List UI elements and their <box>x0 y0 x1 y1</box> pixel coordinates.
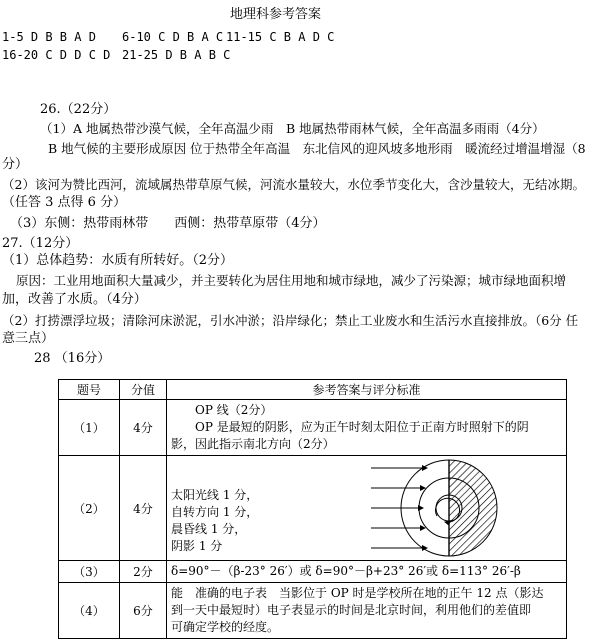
answer-line: 阴影 1 分 <box>171 539 223 553</box>
answer-line: δ=90°－（β-23° 26′）或 δ=90°－β+23° 26′或 δ=113° 26′-β <box>171 564 521 578</box>
answer-line: 可确定学校的经度。 <box>171 620 280 634</box>
q26-part1-reason-cont: 分） <box>2 157 29 172</box>
q26-part1-reason: B 地气候的主要形成原因 位于热带全年高温 东北信风的迎风坡多地形雨 暖流经过增温增湿（8 <box>48 141 586 156</box>
answer-line: OP 线（2分） <box>195 403 273 417</box>
row-answer <box>167 400 567 456</box>
answer-line: 晨昏线 1 分， <box>171 522 247 536</box>
row-answer <box>167 583 567 639</box>
q27-part2: （2）打捞漂浮垃圾；清除河床淤泥，引水冲淤；沿岸绿化；禁止工业废水和生活污水直接排放。（6分 任 <box>2 313 579 328</box>
score-table <box>58 379 567 639</box>
mc-answers-6-10: 6-10 C D B A C <box>122 30 224 44</box>
answer-line: OP 是最短的阴影，应为正午时刻太阳位于正南方时照射下的阴 <box>195 420 529 434</box>
q26-part1: （1）A 地属热带沙漠气候，全年高温少雨 B 地属热带雨林气候，全年高温多雨雨（4分） <box>40 121 545 136</box>
q26-part3: （3）东侧：热带雨林带 西侧：热带草原带（4分） <box>10 216 326 231</box>
page-title: 地理科参考答案 <box>230 7 322 22</box>
answer-line: 自转方向 1 分， <box>171 505 259 519</box>
mc-answers-21-25: 21-25 D B A B C <box>122 48 231 62</box>
mc-answers-11-15: 11-15 C B A D C <box>226 30 335 44</box>
mc-answers-16-20: 16-20 C D D C D <box>2 48 111 62</box>
score-table-header <box>59 380 567 400</box>
table-row <box>59 583 567 639</box>
row-answer <box>167 561 567 583</box>
q26-heading: 26.（22分） <box>40 102 117 117</box>
earth-illumination-diagram <box>367 456 517 560</box>
q26-part2: （2）该河为赞比西河，流域属热带草原气候，河流水量较大，水位季节变化大，含沙量较大，无结冰期。 <box>2 177 585 192</box>
row-num: （3） <box>59 561 120 583</box>
row-score: 6分 <box>120 583 167 639</box>
q27-heading: 27.（12分） <box>2 236 79 251</box>
q26-part2-note: （任答 3 点得 6 分） <box>2 195 127 210</box>
q27-part1: （1）总体趋势：水质有所转好。（2分） <box>2 253 234 268</box>
table-row <box>59 400 567 456</box>
row-score: 4分 <box>120 400 167 456</box>
answer-line: 能 准确的电子表 当影位于 OP 时是学校所在地的正午 12 点（影达 <box>171 586 544 600</box>
q28-heading: 28 （16分） <box>34 351 111 366</box>
row-score: 4分 <box>120 456 167 561</box>
mc-answers-1-5: 1-5 D B B A D <box>2 30 96 44</box>
answer-line: 影，因此指示南北方向（2分） <box>171 437 335 451</box>
answer-line: 太阳光线 1 分， <box>171 488 259 502</box>
answer-line: 到一天中最短时）电子表显示的时间是北京时间，利用他们的差值即 <box>171 603 532 617</box>
night-shadow <box>449 460 497 556</box>
header-answer: 参考答案与评分标准 <box>167 380 567 400</box>
row-num: （4） <box>59 583 120 639</box>
header-num: 题号 <box>59 380 120 400</box>
q27-part1-reason-cont: 加，改善了水质。（4分） <box>2 292 147 307</box>
q27-part1-reason: 原因：工业用地面积大量减少，并主要转化为居住用地和城市绿地，减少了污染源；城市绿地面积增 <box>16 273 567 288</box>
header-score: 分值 <box>120 380 167 400</box>
row-answer <box>167 456 567 561</box>
table-row <box>59 561 567 583</box>
row-score: 2分 <box>120 561 167 583</box>
row-num: （1） <box>59 400 120 456</box>
row-num: （2） <box>59 456 120 561</box>
table-row <box>59 456 567 561</box>
q27-part2-cont: 意三点） <box>2 331 55 346</box>
